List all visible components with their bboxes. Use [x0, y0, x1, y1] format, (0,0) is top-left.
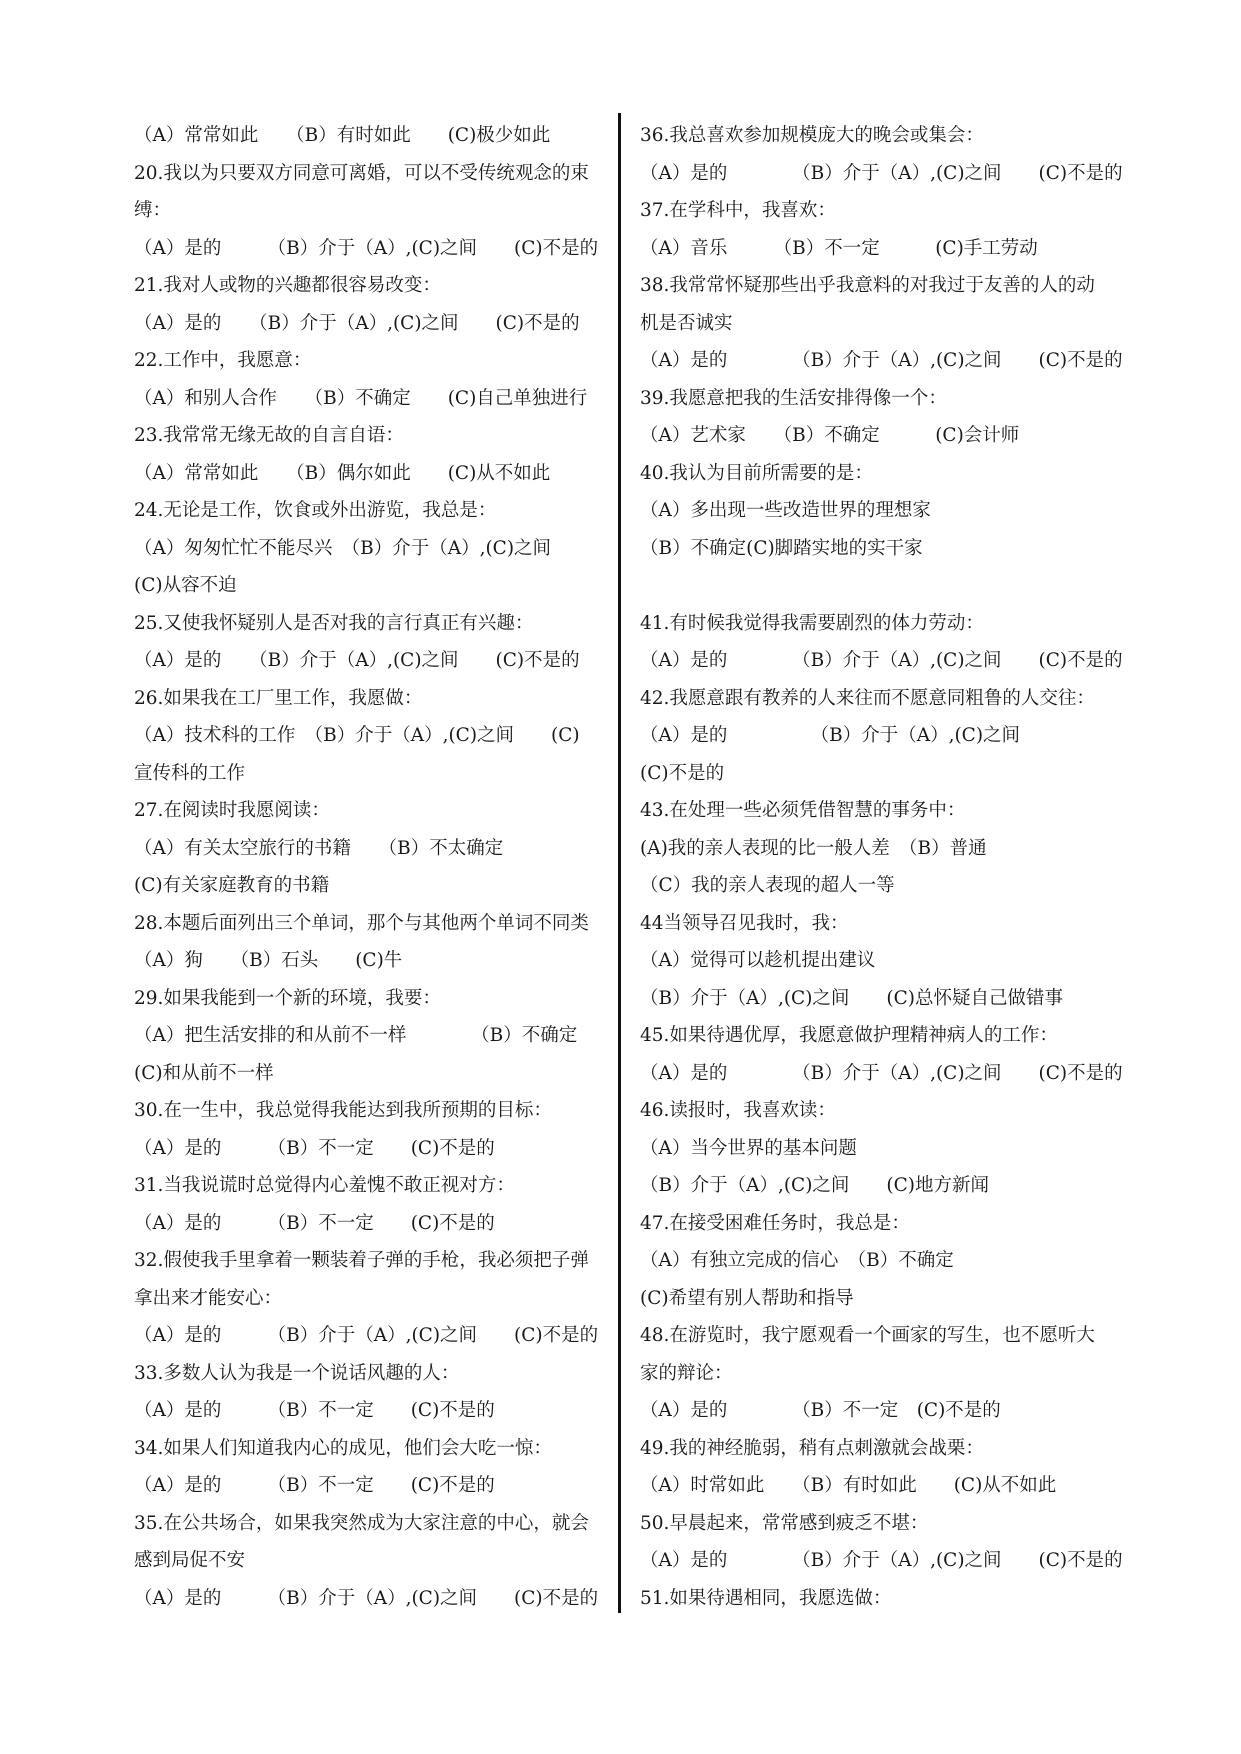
- option-line-q43-cont: （C）我的亲人表现的超人一等: [640, 875, 895, 896]
- question-38-cont: 机是否诚实: [640, 312, 733, 334]
- question-44: 44当领导召见我时，我：: [640, 912, 849, 934]
- option-line-q27-cont: (C)有关家庭教育的书籍: [134, 875, 330, 896]
- option-line-q22: （A）和别人合作 （B）不确定 (C)自己单独进行: [134, 387, 588, 409]
- option-line-q29-cont: (C)和从前不一样: [134, 1062, 274, 1084]
- question-48: 48.在游览时，我宁愿观看一个画家的写生，也不愿听大: [640, 1325, 1095, 1346]
- option-line-q47: （A）有独立完成的信心 （B）不确定: [640, 1250, 954, 1271]
- option-line-q44: （A）觉得可以趁机提出建议: [640, 950, 876, 971]
- question-50: 50.早晨起来，常常感到疲乏不堪：: [640, 1512, 929, 1534]
- option-line-q26-cont: 宣传科的工作: [134, 762, 246, 784]
- question-33: 33.多数人认为我是一个说话风趣的人：: [134, 1362, 460, 1384]
- option-line-q41: （A）是的 （B）介于（A）,(C)之间 (C)不是的: [640, 650, 1123, 671]
- option-line-q42: （A）是的 （B）介于（A）,(C)之间: [640, 725, 1021, 746]
- option-line-q44-cont: （B）介于（A）,(C)之间 (C)总怀疑自己做错事: [640, 987, 1064, 1009]
- right-column: [640, 117, 1123, 1617]
- option-line-q42-cont: (C)不是的: [640, 762, 725, 784]
- option-line-q31: （A）是的 （B）不一定 (C)不是的: [134, 1212, 495, 1234]
- option-line-q25: （A）是的 （B）介于（A）,(C)之间 (C)不是的: [134, 650, 580, 671]
- option-line-q46-cont: （B）介于（A）,(C)之间 (C)地方新闻: [640, 1175, 990, 1196]
- option-line-q20: （A）是的 （B）介于（A）,(C)之间 (C)不是的: [134, 237, 599, 259]
- option-line-q43: (A)我的亲人表现的比一般人差 （B）普通: [640, 837, 987, 859]
- option-line-q36: （A）是的 （B）介于（A）,(C)之间 (C)不是的: [640, 162, 1123, 184]
- option-line-q21: （A）是的 （B）介于（A）,(C)之间 (C)不是的: [134, 312, 580, 334]
- option-line-q32: （A）是的 （B）介于（A）,(C)之间 (C)不是的: [134, 1325, 599, 1346]
- option-line-q24-cont: (C)从容不迫: [134, 575, 237, 596]
- question-41: 41.有时候我觉得我需要剧烈的体力劳动：: [640, 612, 984, 634]
- question-40: 40.我认为目前所需要的是：: [640, 462, 873, 484]
- question-30: 30.在一生中，我总觉得我能达到我所预期的目标：: [134, 1100, 552, 1121]
- option-line-q27: （A）有关太空旅行的书籍 （B）不太确定: [134, 837, 504, 859]
- question-47: 47.在接受困难任务时，我总是：: [640, 1212, 910, 1234]
- question-32-cont: 拿出来才能安心：: [134, 1287, 283, 1309]
- question-28: 28.本题后面列出三个单词，那个与其他两个单词不同类: [134, 912, 589, 934]
- option-line-q48: （A）是的 （B）不一定 (C)不是的: [640, 1400, 1001, 1421]
- option-line-q49: （A）时常如此 （B）有时如此 (C)从不如此: [640, 1475, 1057, 1496]
- question-39: 39.我愿意把我的生活安排得像一个：: [640, 387, 947, 409]
- question-22: 22.工作中，我愿意：: [134, 350, 312, 371]
- option-line-q28: （A）狗 （B）石头 (C)牛: [134, 950, 403, 971]
- option-line-q47-cont: (C)希望有别人帮助和指导: [640, 1287, 854, 1309]
- option-line-q46: （A）当今世界的基本问题: [640, 1137, 857, 1159]
- question-23: 23.我常常无缘无故的自言自语：: [134, 425, 404, 446]
- option-line-q29: （A）把生活安排的和从前不一样 （B）不确定: [134, 1025, 578, 1046]
- question-20-cont: 缚：: [134, 200, 172, 221]
- question-49: 49.我的神经脆弱，稍有点刺激就会战栗：: [640, 1437, 984, 1459]
- question-21: 21.我对人或物的兴趣都很容易改变：: [134, 275, 441, 296]
- option-line-q33: （A）是的 （B）不一定 (C)不是的: [134, 1400, 495, 1421]
- question-43: 43.在处理一些必须凭借智慧的事务中：: [640, 800, 966, 821]
- option-line-q30: （A）是的 （B）不一定 (C)不是的: [134, 1137, 495, 1159]
- question-42: 42.我愿意跟有教养的人来往而不愿意同粗鲁的人交往：: [640, 687, 1095, 709]
- question-51: 51.如果待遇相同，我愿选做：: [640, 1587, 892, 1609]
- option-line-q19: （A）常常如此 （B）有时如此 (C)极少如此: [134, 125, 551, 146]
- option-line-q40: （A）多出现一些改造世界的理想家: [640, 500, 931, 521]
- option-line-q40-cont: （B）不确定(C)脚踏实地的实干家: [640, 537, 923, 559]
- question-29: 29.如果我能到一个新的环境，我要：: [134, 987, 441, 1009]
- question-27: 27.在阅读时我愿阅读：: [134, 800, 330, 821]
- option-line-q23: （A）常常如此 （B）偶尔如此 (C)从不如此: [134, 462, 551, 484]
- question-26: 26.如果我在工厂里工作，我愿做：: [134, 687, 423, 709]
- option-line-q24: （A）匆匆忙忙不能尽兴 （B）介于（A）,(C)之间: [134, 537, 552, 559]
- question-45: 45.如果待遇优厚，我愿意做护理精神病人的工作：: [640, 1025, 1058, 1046]
- question-31: 31.当我说谎时总觉得内心羞愧不敢正视对方：: [134, 1175, 515, 1196]
- left-column: [134, 117, 604, 1617]
- question-32: 32.假使我手里拿着一颗装着子弹的手枪，我必须把子弹: [134, 1250, 589, 1271]
- option-line-q35: （A）是的 （B）介于（A）,(C)之间 (C)不是的: [134, 1587, 599, 1609]
- question-38: 38.我常常怀疑那些出乎我意料的对我过于友善的人的动: [640, 275, 1095, 296]
- question-48-cont: 家的辩论：: [640, 1362, 733, 1384]
- question-25: 25.又使我怀疑别人是否对我的言行真正有兴趣：: [134, 612, 534, 634]
- option-line-q26: （A）技术科的工作 （B）介于（A）,(C)之间 (C): [134, 725, 580, 746]
- question-35: 35.在公共场合，如果我突然成为大家注意的中心，就会: [134, 1512, 589, 1534]
- blank-line: [640, 567, 1110, 605]
- question-20: 20.我以为只要双方同意可离婚，可以不受传统观念的束: [134, 162, 589, 184]
- question-37: 37.在学科中，我喜欢：: [640, 200, 836, 221]
- question-34: 34.如果人们知道我内心的成见，他们会大吃一惊：: [134, 1437, 552, 1459]
- option-line-q39: （A）艺术家 （B）不确定 (C)会计师: [640, 425, 1020, 446]
- question-46: 46.读报时，我喜欢读：: [640, 1100, 836, 1121]
- option-line-q37: （A）音乐 （B）不一定 (C)手工劳动: [640, 237, 1038, 259]
- column-divider: [618, 113, 621, 1613]
- question-35-cont: 感到局促不安: [134, 1550, 246, 1571]
- option-line-q34: （A）是的 （B）不一定 (C)不是的: [134, 1475, 495, 1496]
- question-36: 36.我总喜欢参加规模庞大的晚会或集会：: [640, 125, 984, 146]
- option-line-q38: （A）是的 （B）介于（A）,(C)之间 (C)不是的: [640, 350, 1123, 371]
- option-line-q45: （A）是的 （B）介于（A）,(C)之间 (C)不是的: [640, 1062, 1123, 1084]
- option-line-q50: （A）是的 （B）介于（A）,(C)之间 (C)不是的: [640, 1550, 1123, 1571]
- question-24: 24.无论是工作，饮食或外出游览，我总是：: [134, 500, 497, 521]
